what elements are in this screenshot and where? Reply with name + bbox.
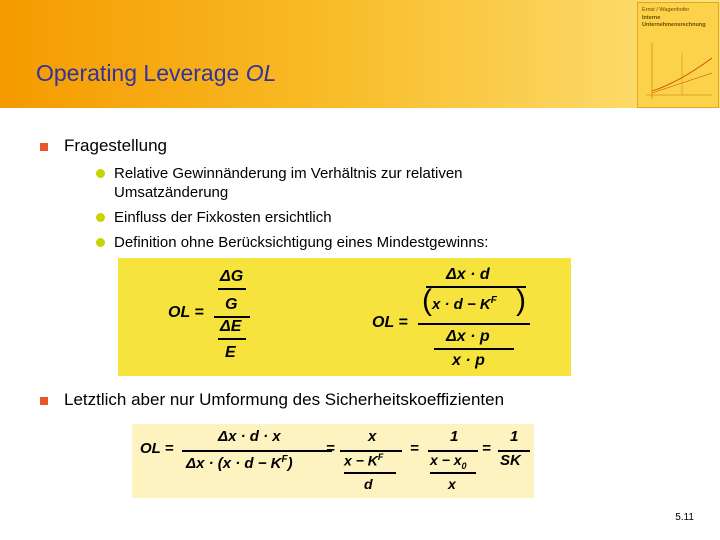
- formula2-inner-line: [434, 348, 514, 350]
- formula1-num-top: ΔG: [220, 268, 244, 285]
- formula3-f3-inner-line: [430, 472, 476, 474]
- bullet-dot-icon: [96, 238, 105, 247]
- formula3-f2-num: x: [368, 428, 377, 445]
- formula2-num-bot: $x \cdot d - K^F$: [432, 295, 497, 313]
- subbullet-line: Relative Gewinnänderung im Verhältnis zur relativen: [114, 165, 463, 182]
- formula3-f3-den-bot: x: [448, 476, 456, 492]
- formula3-f2-den-bot: d: [364, 476, 373, 492]
- formula2-lhs: OL =: [372, 314, 408, 331]
- formula2-num-top: Δx · d: [446, 266, 490, 283]
- formula3-eq3: =: [482, 440, 491, 457]
- formula2-den-bot: x · p: [452, 352, 485, 369]
- formula3-eq1: =: [326, 440, 335, 457]
- formula2-main-line: [418, 323, 530, 325]
- formula1-inner-line: [218, 288, 246, 290]
- bullet-square-icon: [40, 397, 48, 405]
- bullet-dot-icon: [96, 213, 105, 222]
- formula1-den-bot: E: [225, 344, 236, 361]
- formula1-num-bot: G: [225, 296, 238, 313]
- formula3-f4-den: SK: [500, 452, 521, 469]
- bullet-dot-icon: [96, 169, 105, 178]
- formula3-eq2: =: [410, 440, 419, 457]
- subbullet-line-cont: Umsatzänderung: [114, 184, 229, 201]
- book-cover-graphic: [638, 3, 718, 107]
- slide-title: [36, 60, 276, 87]
- formula2-inner-line: [426, 286, 526, 288]
- formula3-f2-den-top: $x - K^F$: [344, 452, 384, 469]
- formula3-f3-num: 1: [450, 428, 459, 445]
- bullet-letztlich: Letztlich aber nur Umformung des Sicherheitskoeffizienten: [64, 390, 505, 409]
- formula1-lhs: OL =: [168, 304, 204, 321]
- title-italic: OL: [245, 60, 277, 86]
- formula-box-definition: [118, 258, 571, 376]
- formula2-paren-open: (: [422, 284, 432, 317]
- formula1-den-top: ΔE: [220, 318, 242, 335]
- formula1-inner-line: [218, 338, 246, 340]
- subbullet-line: Einfluss der Fixkosten ersichtlich: [114, 209, 332, 226]
- book-title-line1: Interne: [642, 15, 661, 21]
- page-number: 5.11: [675, 512, 694, 523]
- book-cover-thumbnail: [637, 2, 719, 108]
- formula-box-transformation: [132, 424, 534, 498]
- slide-header: [0, 0, 720, 108]
- formula3-lhs: OL =: [140, 440, 174, 457]
- formula3-f1-den: $\Delta x \cdot (x \cdot d - K^F)$: [186, 454, 293, 472]
- book-title-line2: Unternehmensrechnung: [642, 22, 706, 28]
- formula2-den-top: Δx · p: [446, 328, 490, 345]
- formula3-f4-num: 1: [510, 428, 519, 445]
- formula3-f2-inner-line: [344, 472, 396, 474]
- title-main: Operating Leverage: [36, 60, 240, 86]
- bullet-fragestellung: Fragestellung: [64, 136, 168, 155]
- formula3-f3-den-top: $x - x_0$: [430, 452, 467, 471]
- formula3-f1-line: [182, 450, 332, 452]
- formula2-paren-close: ): [516, 284, 526, 317]
- bullet-square-icon: [40, 143, 48, 151]
- subbullet-line: Definition ohne Berücksichtigung eines Mindestgewinns:: [114, 234, 489, 251]
- book-author: Ernst / Wagenhofer: [642, 7, 690, 13]
- formula3-f1-num: Δx · d · x: [218, 428, 281, 445]
